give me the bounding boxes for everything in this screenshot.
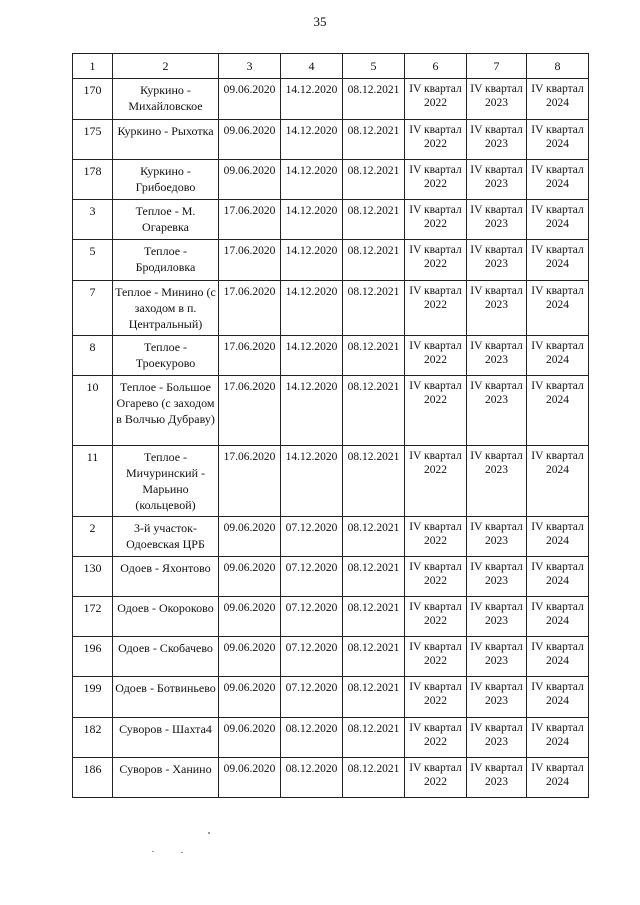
scan-speck — [208, 832, 210, 834]
quarter-cell: IV квартал 2024 — [527, 160, 589, 200]
date-cell: 09.06.2020 — [219, 677, 281, 718]
date-cell: 09.06.2020 — [219, 79, 281, 120]
column-header: 8 — [527, 54, 589, 79]
route-number-cell: 10 — [73, 376, 113, 446]
date-cell: 17.06.2020 — [219, 281, 281, 336]
quarter-cell: IV квартал 2022 — [405, 120, 467, 160]
route-number-cell: 196 — [73, 637, 113, 677]
column-header: 7 — [467, 54, 527, 79]
quarter-cell: IV квартал 2022 — [405, 79, 467, 120]
table-row — [73, 240, 589, 281]
date-cell: 14.12.2020 — [281, 200, 343, 240]
quarter-cell: IV квартал 2022 — [405, 718, 467, 758]
table-row — [73, 160, 589, 200]
quarter-cell: IV квартал 2024 — [527, 376, 589, 446]
quarter-cell: IV квартал 2023 — [467, 557, 527, 597]
date-cell: 17.06.2020 — [219, 446, 281, 517]
route-name-cell: Куркино - Рыхотка — [113, 120, 219, 160]
date-cell: 09.06.2020 — [219, 517, 281, 557]
routes-schedule-table — [72, 53, 589, 798]
date-cell: 17.06.2020 — [219, 336, 281, 376]
table-row — [73, 376, 589, 446]
column-header: 3 — [219, 54, 281, 79]
table-row — [73, 336, 589, 376]
date-cell: 08.12.2021 — [343, 758, 405, 798]
date-cell: 14.12.2020 — [281, 376, 343, 446]
date-cell: 09.06.2020 — [219, 637, 281, 677]
date-cell: 14.12.2020 — [281, 79, 343, 120]
route-number-cell: 170 — [73, 79, 113, 120]
quarter-cell: IV квартал 2022 — [405, 758, 467, 798]
date-cell: 17.06.2020 — [219, 376, 281, 446]
quarter-cell: IV квартал 2023 — [467, 200, 527, 240]
quarter-cell: IV квартал 2024 — [527, 517, 589, 557]
table-row — [73, 200, 589, 240]
route-name-cell: Одоев - Яхонтово — [113, 557, 219, 597]
quarter-cell: IV квартал 2024 — [527, 240, 589, 281]
quarter-cell: IV квартал 2022 — [405, 446, 467, 517]
quarter-cell: IV квартал 2022 — [405, 517, 467, 557]
date-cell: 14.12.2020 — [281, 281, 343, 336]
date-cell: 08.12.2021 — [343, 557, 405, 597]
route-name-cell: Теплое - Мичуринский - Марьино (кольцевой) — [113, 446, 219, 517]
route-name-cell: 3-й участок-Одоевская ЦРБ — [113, 517, 219, 557]
route-name-cell: Теплое - Троекурово — [113, 336, 219, 376]
table-body — [73, 79, 589, 798]
date-cell: 08.12.2020 — [281, 718, 343, 758]
table-row — [73, 597, 589, 637]
quarter-cell: IV квартал 2023 — [467, 336, 527, 376]
route-number-cell: 178 — [73, 160, 113, 200]
route-number-cell: 186 — [73, 758, 113, 798]
date-cell: 08.12.2021 — [343, 240, 405, 281]
date-cell: 08.12.2021 — [343, 718, 405, 758]
route-name-cell: Одоев - Скобачево — [113, 637, 219, 677]
table-row — [73, 79, 589, 120]
date-cell: 17.06.2020 — [219, 200, 281, 240]
quarter-cell: IV квартал 2024 — [527, 281, 589, 336]
route-number-cell: 182 — [73, 718, 113, 758]
date-cell: 09.06.2020 — [219, 758, 281, 798]
quarter-cell: IV квартал 2022 — [405, 160, 467, 200]
date-cell: 09.06.2020 — [219, 160, 281, 200]
quarter-cell: IV квартал 2024 — [527, 120, 589, 160]
route-number-cell: 5 — [73, 240, 113, 281]
quarter-cell: IV квартал 2023 — [467, 718, 527, 758]
route-number-cell: 11 — [73, 446, 113, 517]
date-cell: 09.06.2020 — [219, 557, 281, 597]
column-header: 5 — [343, 54, 405, 79]
date-cell: 08.12.2020 — [281, 758, 343, 798]
quarter-cell: IV квартал 2024 — [527, 677, 589, 718]
route-number-cell: 175 — [73, 120, 113, 160]
date-cell: 08.12.2021 — [343, 376, 405, 446]
quarter-cell: IV квартал 2024 — [527, 200, 589, 240]
quarter-cell: IV квартал 2022 — [405, 200, 467, 240]
date-cell: 07.12.2020 — [281, 677, 343, 718]
route-number-cell: 7 — [73, 281, 113, 336]
quarter-cell: IV квартал 2023 — [467, 160, 527, 200]
quarter-cell: IV квартал 2023 — [467, 120, 527, 160]
route-number-cell: 3 — [73, 200, 113, 240]
date-cell: 08.12.2021 — [343, 79, 405, 120]
column-header: 1 — [73, 54, 113, 79]
date-cell: 08.12.2021 — [343, 200, 405, 240]
quarter-cell: IV квартал 2022 — [405, 677, 467, 718]
quarter-cell: IV квартал 2023 — [467, 240, 527, 281]
column-header: 4 — [281, 54, 343, 79]
table-row — [73, 446, 589, 517]
table-header-row — [73, 54, 589, 79]
quarter-cell: IV квартал 2024 — [527, 637, 589, 677]
quarter-cell: IV квартал 2024 — [527, 336, 589, 376]
quarter-cell: IV квартал 2023 — [467, 376, 527, 446]
quarter-cell: IV квартал 2022 — [405, 376, 467, 446]
date-cell: 14.12.2020 — [281, 240, 343, 281]
table-row — [73, 677, 589, 718]
quarter-cell: IV квартал 2023 — [467, 758, 527, 798]
table-row — [73, 120, 589, 160]
date-cell: 09.06.2020 — [219, 597, 281, 637]
route-number-cell: 199 — [73, 677, 113, 718]
date-cell: 09.06.2020 — [219, 718, 281, 758]
route-name-cell: Теплое - М. Огаревка — [113, 200, 219, 240]
quarter-cell: IV квартал 2022 — [405, 336, 467, 376]
date-cell: 08.12.2021 — [343, 336, 405, 376]
table-row — [73, 517, 589, 557]
date-cell: 07.12.2020 — [281, 637, 343, 677]
route-name-cell: Теплое - Минино (с заходом в п. Центральный) — [113, 281, 219, 336]
quarter-cell: IV квартал 2023 — [467, 597, 527, 637]
date-cell: 08.12.2021 — [343, 677, 405, 718]
route-name-cell: Суворов - Шахта4 — [113, 718, 219, 758]
route-name-cell: Теплое - Бродиловка — [113, 240, 219, 281]
quarter-cell: IV квартал 2024 — [527, 446, 589, 517]
date-cell: 07.12.2020 — [281, 557, 343, 597]
date-cell: 07.12.2020 — [281, 517, 343, 557]
table-row — [73, 557, 589, 597]
quarter-cell: IV квартал 2022 — [405, 240, 467, 281]
quarter-cell: IV квартал 2024 — [527, 597, 589, 637]
quarter-cell: IV квартал 2022 — [405, 281, 467, 336]
scan-speck — [181, 852, 183, 853]
quarter-cell: IV квартал 2024 — [527, 758, 589, 798]
route-name-cell: Куркино - Грибоедово — [113, 160, 219, 200]
quarter-cell: IV квартал 2023 — [467, 79, 527, 120]
date-cell: 08.12.2021 — [343, 160, 405, 200]
date-cell: 08.12.2021 — [343, 120, 405, 160]
quarter-cell: IV квартал 2024 — [527, 79, 589, 120]
date-cell: 07.12.2020 — [281, 597, 343, 637]
date-cell: 17.06.2020 — [219, 240, 281, 281]
date-cell: 08.12.2021 — [343, 637, 405, 677]
quarter-cell: IV квартал 2023 — [467, 281, 527, 336]
quarter-cell: IV квартал 2022 — [405, 557, 467, 597]
quarter-cell: IV квартал 2022 — [405, 597, 467, 637]
date-cell: 08.12.2021 — [343, 446, 405, 517]
date-cell: 14.12.2020 — [281, 120, 343, 160]
route-number-cell: 172 — [73, 597, 113, 637]
route-name-cell: Одоев - Ботвиньево — [113, 677, 219, 718]
quarter-cell: IV квартал 2024 — [527, 557, 589, 597]
date-cell: 08.12.2021 — [343, 281, 405, 336]
date-cell: 14.12.2020 — [281, 446, 343, 517]
route-name-cell: Одоев - Окороково — [113, 597, 219, 637]
quarter-cell: IV квартал 2023 — [467, 637, 527, 677]
scan-speck — [152, 851, 154, 852]
route-name-cell: Теплое - Большое Огарево (с заходом в Волчью Дубраву) — [113, 376, 219, 446]
quarter-cell: IV квартал 2023 — [467, 446, 527, 517]
route-number-cell: 8 — [73, 336, 113, 376]
table-row — [73, 718, 589, 758]
table-row — [73, 637, 589, 677]
quarter-cell: IV квартал 2024 — [527, 718, 589, 758]
route-name-cell: Куркино - Михайловское — [113, 79, 219, 120]
route-number-cell: 130 — [73, 557, 113, 597]
table-row — [73, 758, 589, 798]
table-row — [73, 281, 589, 336]
date-cell: 08.12.2021 — [343, 597, 405, 637]
date-cell: 09.06.2020 — [219, 120, 281, 160]
route-name-cell: Суворов - Ханино — [113, 758, 219, 798]
quarter-cell: IV квартал 2023 — [467, 517, 527, 557]
quarter-cell: IV квартал 2022 — [405, 637, 467, 677]
column-header: 6 — [405, 54, 467, 79]
column-header: 2 — [113, 54, 219, 79]
quarter-cell: IV квартал 2023 — [467, 677, 527, 718]
page-number: 35 — [313, 14, 327, 29]
date-cell: 14.12.2020 — [281, 336, 343, 376]
date-cell: 14.12.2020 — [281, 160, 343, 200]
date-cell: 08.12.2021 — [343, 517, 405, 557]
route-number-cell: 2 — [73, 517, 113, 557]
